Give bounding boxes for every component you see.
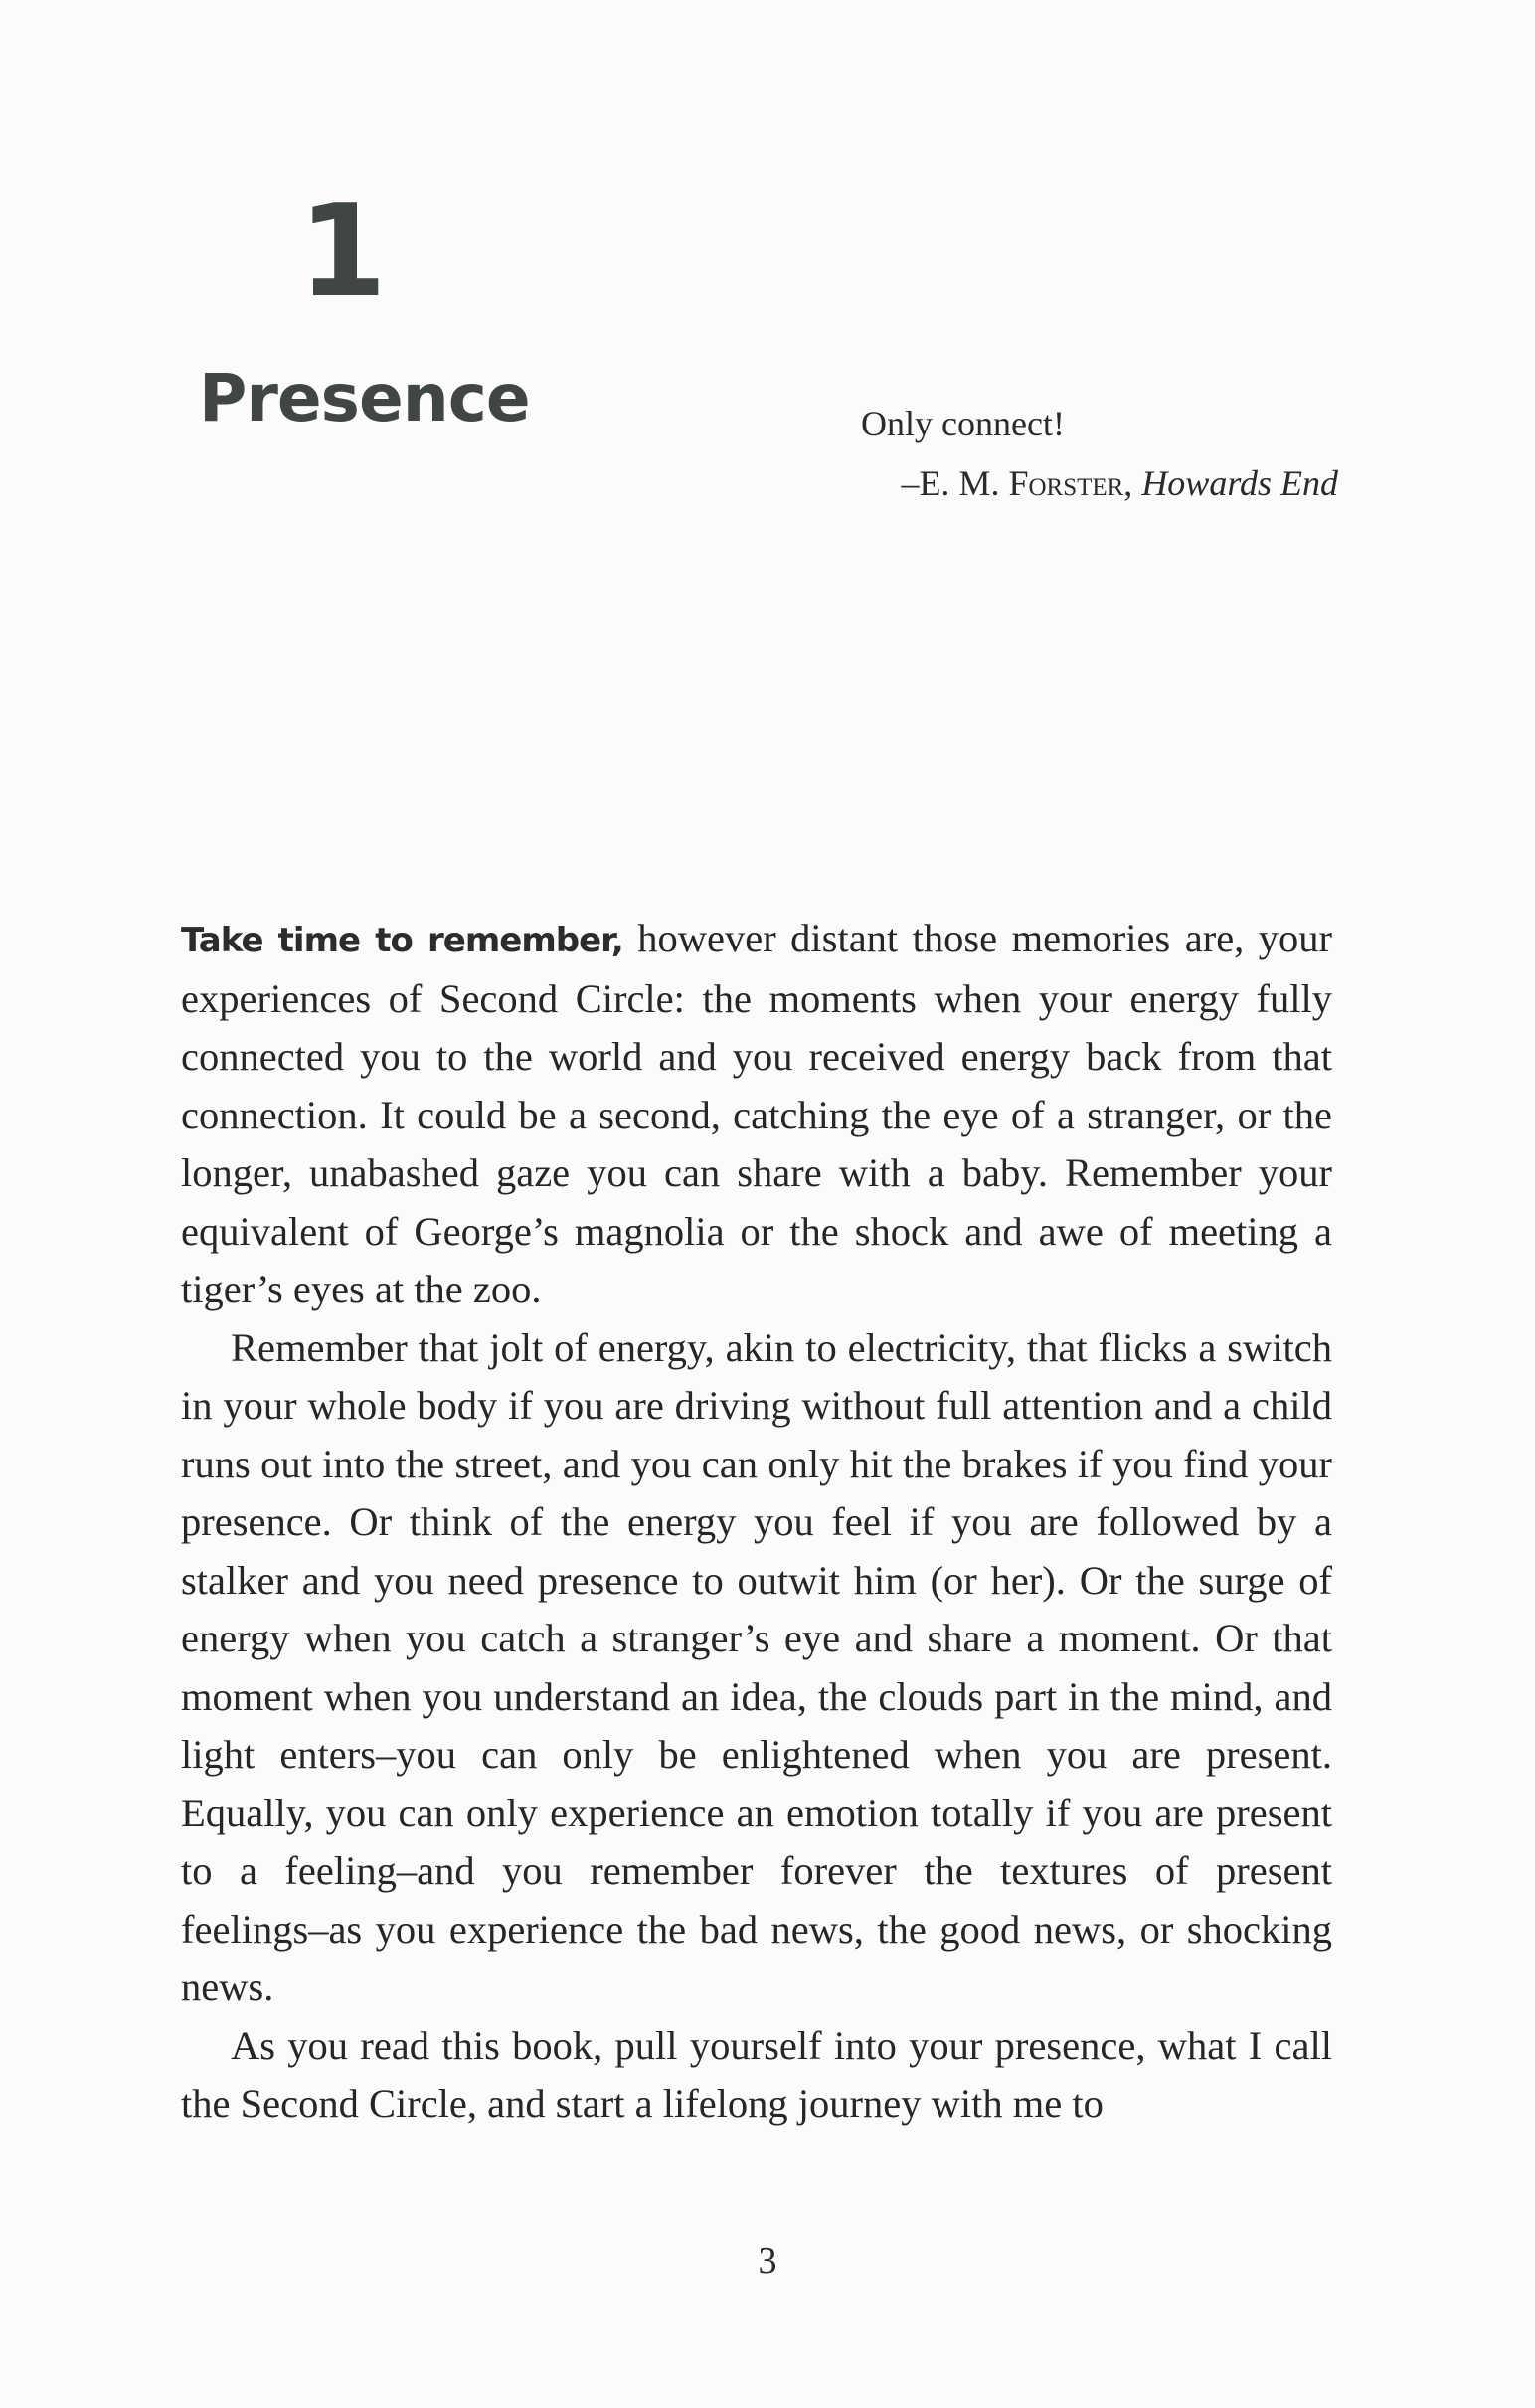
paragraph-1 bbox=[181, 910, 1332, 1319]
epigraph bbox=[861, 394, 1338, 513]
epigraph-attribution bbox=[861, 453, 1338, 513]
paragraph-1-text: however distant those memories are, your experiences of Second Circle: the moments when your energy fully connected you to the world and you received energy back from that connection. It could be a second, catching the eye of a stranger, or the longer, unabashed gaze you can share with a baby. Remember your equivalent of George’s magnolia or the shock and awe of meeting a tiger’s eyes at the zoo. bbox=[181, 916, 1332, 1311]
paragraph-3: As you read this book, pull yourself into your presence, what I call the Second Circle, and start a lifelong journey with me to bbox=[181, 2022, 1332, 2126]
epigraph-quote: Only connect! bbox=[861, 404, 1065, 443]
page-number: 3 bbox=[758, 2240, 777, 2282]
body-text bbox=[181, 910, 1332, 2134]
lead-in: Take time to remember, bbox=[181, 921, 623, 960]
chapter-title: Presence bbox=[199, 360, 530, 436]
epigraph-dash: – bbox=[901, 463, 920, 503]
epigraph-work: Howards End bbox=[1141, 463, 1338, 503]
paragraph-2: Remember that jolt of energy, akin to electricity, that flicks a switch in your whole body if you are driving without full attention and a child runs out into the street, and you can only hit the brakes if you find your presence. Or think of the energy you feel if you are followed by a stalker and you need presence to outwit him (or her). Or the surge of energy when you catch a stranger’s eye and share a moment. Or that moment when you understand an idea, the clouds part in the mind, and light enters–you can only be enlightened when you are present. Equally, you can only experience an emotion totally if you are present to a feeling–and you remember forever the textures of present feelings–as you experience the bad news, the good news, or shocking news. bbox=[181, 1324, 1332, 2009]
chapter-number: 1 bbox=[298, 178, 388, 326]
epigraph-author: E. M. Forster, bbox=[919, 463, 1133, 503]
